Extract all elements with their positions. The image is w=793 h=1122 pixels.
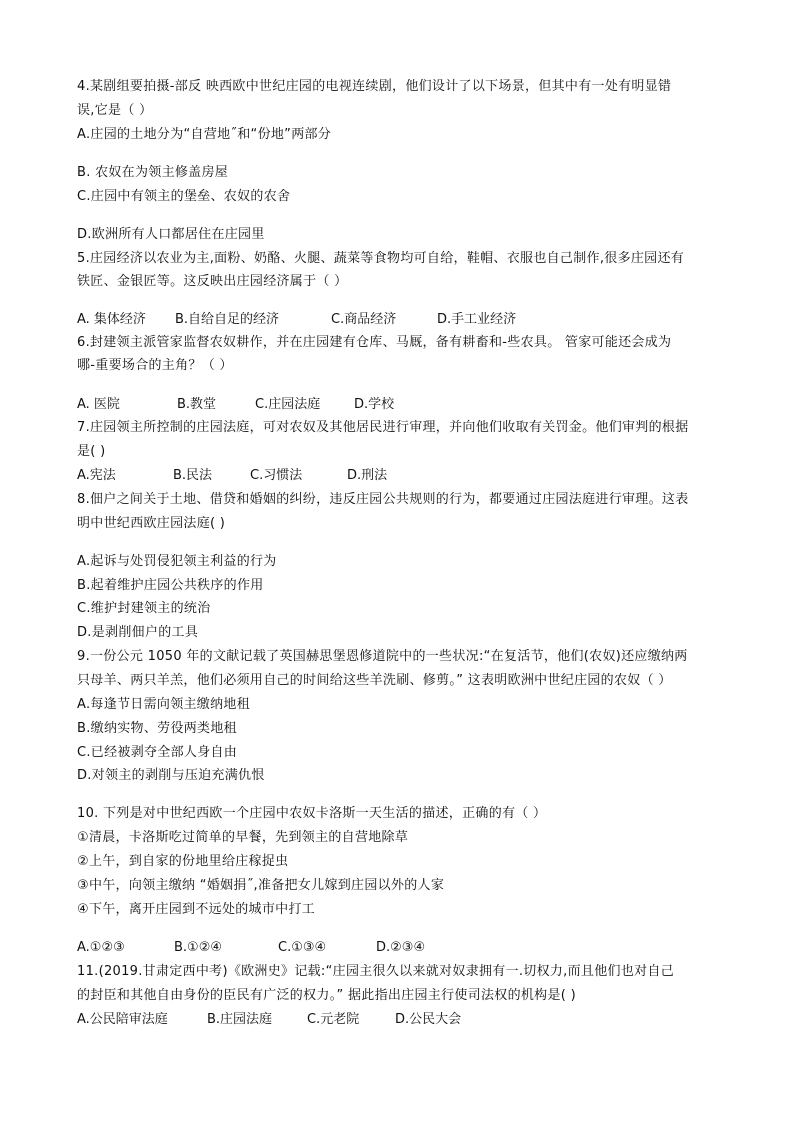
q8-stem-line2: 明中世纪西欧庄园法庭( ) — [77, 516, 226, 531]
q9-option-d: D.对领主的剥削与压迫充满仇恨 — [77, 768, 265, 783]
q6-option-c: C.庄园法庭 — [255, 397, 321, 412]
q4-stem-line2: 误,它是（ ） — [77, 103, 153, 118]
q5-option-d: D.手工业经济 — [437, 312, 517, 327]
q8-option-a: A.起诉与处罚侵犯领主利益的行为 — [77, 554, 277, 569]
q11-option-d: D.公民大会 — [395, 1012, 462, 1027]
q11-option-a: A.公民陪审法庭 — [77, 1012, 168, 1027]
q5-stem-line1: 5.庄园经济以农业为主,面粉、奶酪、火腿、蔬菜等食物均可自给，鞋帽、衣服也自己制作,很多庄园还有 — [77, 251, 685, 266]
q4-option-d: D.欧洲所有人口都居住在庄园里 — [77, 227, 265, 242]
q7-option-c: C.习惯法 — [250, 468, 303, 483]
q10-option-a: A.①②③ — [77, 940, 125, 955]
q9-option-c: C.已经被剥夺全部人身自由 — [77, 745, 238, 760]
q7-stem-line2: 是( ) — [77, 444, 106, 459]
q8-option-c: C.维护封建领主的统治 — [77, 601, 211, 616]
q10-option-b: B.①②④ — [174, 940, 223, 955]
q9-stem-line2: 只母羊、两只羊羔，他们必须用自己的时间给这些羊洗刷、修剪。” 这表明欧洲中世纪庄园的农奴（ ） — [77, 673, 672, 688]
q9-stem-line1: 9.一份公元 1050 年的文献记载了英国赫思堡恩修道院中的一些状况:“在复活节，他们(农奴)还应缴纳两 — [77, 649, 688, 664]
q10-item-4: ④下午，离开庄园到不远处的城市中打工 — [77, 902, 316, 917]
q7-option-a: A.宪法 — [77, 468, 116, 483]
q8-option-d: D.是剥削佃户的工具 — [77, 625, 199, 640]
q8-stem-line1: 8.佃户之间关于土地、借贷和婚姻的纠纷，违反庄园公共规则的行为，都要通过庄园法庭进行审理。这表 — [77, 492, 689, 507]
q5-stem-line2: 铁匠、金银匠等。这反映出庄园经济属于（ ） — [77, 274, 348, 289]
q9-option-b: B.缴纳实物、劳役两类地租 — [77, 721, 237, 736]
q10-option-d: D.②③④ — [376, 940, 426, 955]
q10-item-2: ②上午，到自家的份地里给庄稼捉虫 — [77, 854, 289, 869]
q7-option-d: D.刑法 — [347, 468, 388, 483]
q7-option-b: B.民法 — [173, 468, 213, 483]
q11-option-c: C.元老院 — [307, 1012, 360, 1027]
q6-option-b: B.教堂 — [177, 397, 217, 412]
q7-stem-line1: 7.庄园领主所控制的庄园法庭，可对农奴及其他居民进行审理，并向他们收取有关罚金。他们审判的根据 — [77, 420, 689, 435]
q11-stem-line2: 的封臣和其他自由身份的臣民有广泛的权力。” 据此指出庄园主行使司法权的机构是( ) — [77, 988, 576, 1003]
q10-option-c: C.①③④ — [278, 940, 327, 955]
q11-option-b: B.庄园法庭 — [207, 1012, 273, 1027]
q11-stem-line1: 11.(2019.甘肃定西中考)《欧洲史》记载:“庄园主很久以来就对奴隶拥有一.切权力,而且他们也对自己 — [77, 964, 675, 979]
q4-stem-line1: 4.某剧组要拍摄-部反 映西欧中世纪庄园的电视连续剧，他们设计了以下场景，但其中有一处有明显错 — [77, 79, 672, 94]
q10-stem: 10. 下列是对中世纪西欧一个庄园中农奴卡洛斯一天生活的描述，正确的有（ ） — [77, 806, 547, 821]
q6-option-d: D.学校 — [354, 397, 395, 412]
q5-option-b: B.自给自足的经济 — [175, 312, 280, 327]
q6-stem-line1: 6.封建领主派管家监督农奴耕作，并在庄园建有仓库、马厩，备有耕畜和-些农具。 管家可能还会成为 — [77, 335, 672, 350]
q5-option-a: A. 集体经济 — [77, 312, 146, 327]
q4-option-b: B. 农奴在为领主修盖房屋 — [77, 165, 229, 180]
q10-item-1: ①清晨，卡洛斯吃过简单的早餐，先到领主的自营地除草 — [77, 830, 409, 845]
q6-stem-line2: 哪-重要场合的主角？（ ） — [77, 358, 233, 373]
q4-option-c: C.庄园中有领主的堡垒、农奴的农舍 — [77, 189, 291, 204]
q9-option-a: A.每逢节日需向领主缴纳地租 — [77, 697, 250, 712]
q5-option-c: C.商品经济 — [331, 312, 397, 327]
q4-option-a: A.庄园的土地分为“自营地˝和“份地”两部分 — [77, 127, 332, 142]
q8-option-b: B.起着维护庄园公共秩序的作用 — [77, 578, 264, 593]
q10-item-3: ③中午，向领主缴纳 “婚姻捐˝,准备把女儿嫁到庄园以外的人家 — [77, 878, 445, 893]
q6-option-a: A. 医院 — [77, 397, 120, 412]
